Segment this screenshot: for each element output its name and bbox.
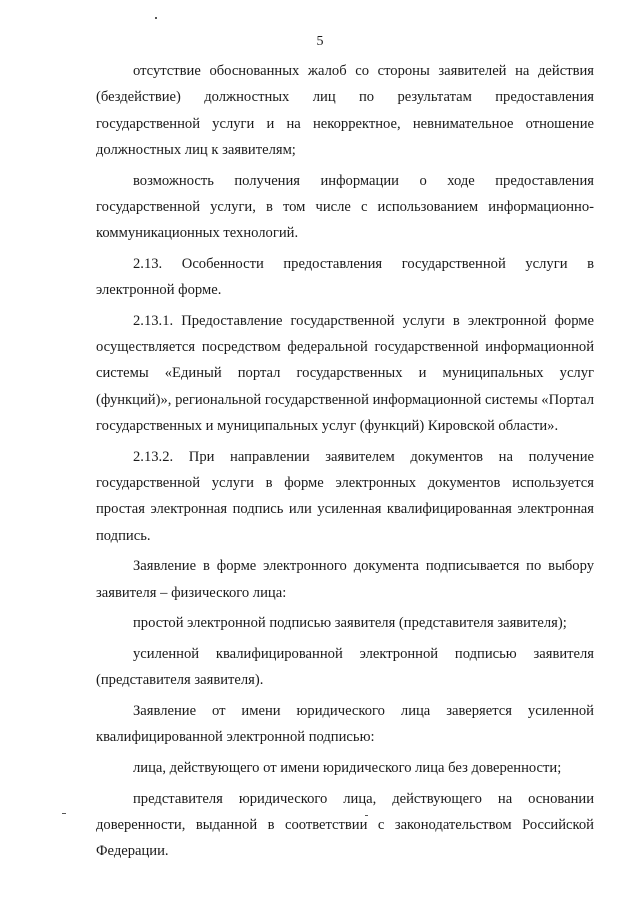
list-item-with-power-of-attorney: представителя юридического лица, действующего на основании доверенности, выданной в соответствии с законодательством Российской Федерации. [96,790,594,860]
paragraph-no-complaints: отсутствие обоснованных жалоб со стороны заявителей на действия (бездействие) должностных лиц по результатам предоставления государственной услуги и на некорректное, невнимательное отношение должностных лиц к заявителям; [96,63,594,158]
paragraph-progress-information: возможность получения информации о ходе предоставления государственной услуги, в том числе с использованием информационно-коммуникационных технологий. [96,172,594,242]
paragraph-2-13-1: 2.13.1. Предоставление государственной услуги в электронной форме осуществляется посредством федеральной государственной информационной системы «Единый портал государственных и муниципальных услуг (функций)», региональной государственной информационной системы «Портал государственных и муниципальных услуг (функций) Кировской области». [96,312,594,435]
list-item-simple-signature: простой электронной подписью заявителя (представителя заявителя); [133,615,567,632]
paragraph-legal-entity-signature: Заявление от имени юридического лица заверяется усиленной квалифицированной электронной подписью: [96,702,594,746]
list-item-without-power-of-attorney: лица, действующего от имени юридического лица без доверенности; [133,759,562,776]
paragraph-individual-signature: Заявление в форме электронного документа подписывается по выбору заявителя – физического лица: [96,558,594,601]
document-body [96,58,594,869]
list-item-qualified-signature: усиленной квалифицированной электронной подписью заявителя (представителя заявителя). [96,645,594,689]
section-heading-2-13: 2.13. Особенности предоставления государственной услуги в электронной форме. [96,255,594,299]
page-number: 5 [316,34,324,49]
scan-speck [155,17,157,19]
paragraph-2-13-2: 2.13.2. При направлении заявителем документов на получение государственной услуги в форме электронных документов используется простая электронная подпись или усиленная квалифицированная электронная подпись. [96,448,594,544]
scan-speck [62,813,66,814]
